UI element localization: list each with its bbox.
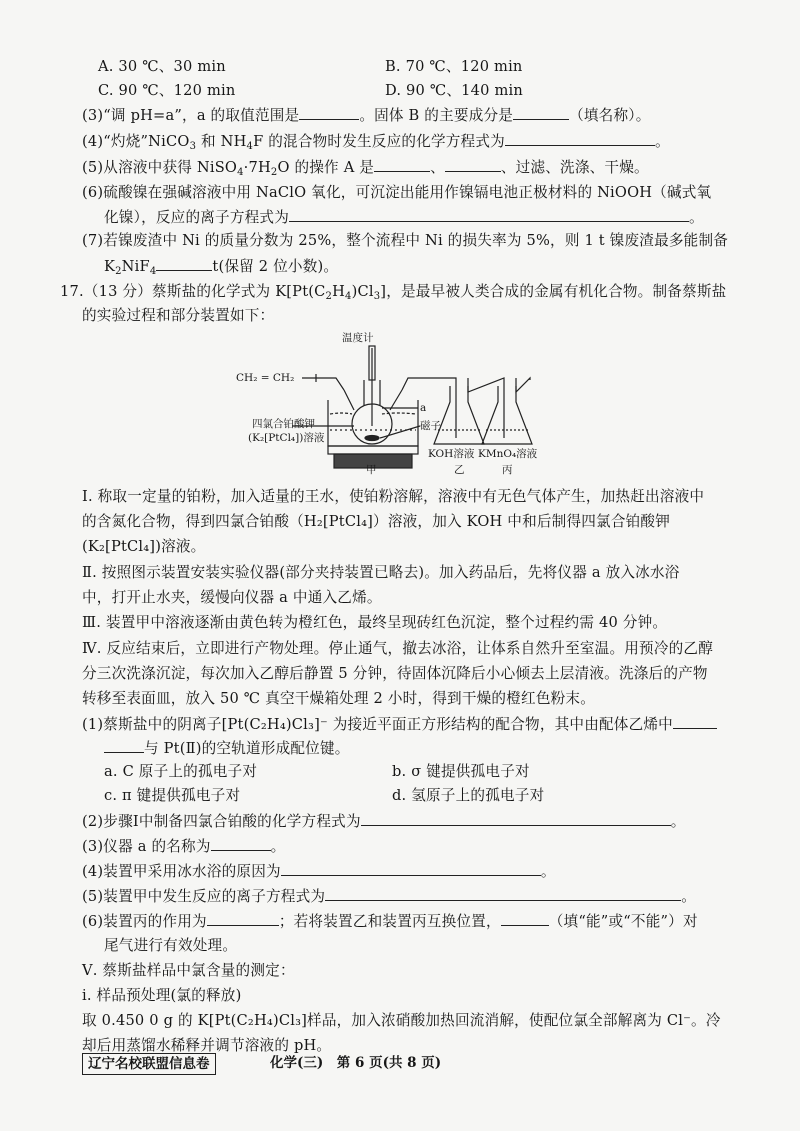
q16-part4: (4)“灼烧”NiCO$_3$ 和 $NH_4F$ 的混合物时发生反应的化学方程式为 。 bbox=[82, 133, 670, 152]
option-c: C. 90 ℃、120 min bbox=[98, 82, 236, 99]
q16-part7-line1: (7)若镍废渣中 Ni 的质量分数为 25%，整个流程中 Ni 的损失率为 5%，则 1 t 镍废渣最多能制备 bbox=[82, 232, 729, 249]
q16-part5: (5)从溶液中获得 $NiSO_4\cdot 7H_2O$ 的操作 A 是 、 、过滤、洗涤、干燥。 bbox=[82, 159, 649, 178]
step3-line: Ⅲ. 装置甲中溶液逐渐由黄色转为橙红色，最终呈现砖红色沉淀，整个过程约需 40 分钟。 bbox=[82, 614, 668, 631]
footer-page-info: 化学(三) 第 6 页(共 8 页) bbox=[270, 1055, 442, 1071]
reagent-label-2: (K₂[PtCl₄])溶液 bbox=[248, 432, 325, 444]
koh-label: KOH溶液 bbox=[428, 448, 475, 460]
option-a: A. 30 ℃、30 min bbox=[98, 58, 226, 75]
q17-heading-2: 的实验过程和部分装置如下： bbox=[82, 307, 275, 324]
q17-part3: (3)仪器 a 的名称为 。 bbox=[82, 838, 286, 855]
q16-part6-line2: 化镍），反应的离子方程式为 。 bbox=[104, 209, 704, 226]
q17-part4: (4)装置甲采用冰水浴的原因为 。 bbox=[82, 863, 556, 880]
label-a: a bbox=[420, 402, 427, 414]
q17-part6-line1: (6)装置丙的作用为 ；若将装置乙和装置丙互换位置， （填“能”或“不能”）对 bbox=[82, 913, 698, 930]
label-yi: 乙 bbox=[454, 464, 465, 476]
step1-line1: Ⅰ. 称取一定量的铂粉，加入适量的王水，使铂粉溶解，溶液中有无色气体产生，加热赶出溶液中 bbox=[82, 488, 705, 505]
q16-part7-line2: $K_2NiF_4$ t(保留 2 位小数)。 bbox=[104, 258, 339, 277]
step4-line2: 分三次洗涤沉淀，每次加入乙醇后静置 5 分钟，待固体沉降后小心倾去上层清液。洗涤后的产物 bbox=[82, 665, 708, 682]
q17-option-c: c. π 键提供孤电子对 bbox=[104, 787, 241, 804]
q17-part5: (5)装置甲中发生反应的离子方程式为 。 bbox=[82, 888, 696, 905]
reagent-label-1: 四氯合铂酸钾 bbox=[252, 418, 315, 430]
footer-league-name: 辽宁名校联盟信息卷 bbox=[82, 1053, 216, 1075]
option-d: D. 90 ℃、140 min bbox=[385, 82, 523, 99]
step1-line2: 的含氮化合物，得到四氯合铂酸（H₂[PtCl₄]）溶液，加入 KOH 中和后制得四氯合铂酸钾 bbox=[82, 513, 671, 530]
q17-part6-line2: 尾气进行有效处理。 bbox=[104, 937, 238, 954]
label-jia: 甲 bbox=[366, 464, 377, 476]
kmno4-label: KMnO₄溶液 bbox=[478, 448, 538, 460]
stirrer-label: 磁子 bbox=[420, 420, 441, 432]
q17-option-a: a. C 原子上的孤电子对 bbox=[104, 763, 258, 780]
step4-line3: 转移至表面皿，放入 50 ℃ 真空干燥箱处理 2 小时，得到干燥的橙红色粉末。 bbox=[82, 690, 595, 707]
section5-subtitle: ⅰ. 样品预处理(氯的释放) bbox=[82, 987, 242, 1004]
q16-part3: (3)“调 pH=a”，a 的取值范围是 。固体 B 的主要成分是 （填名称）。 bbox=[82, 107, 651, 124]
label-bing: 丙 bbox=[502, 464, 513, 476]
section5-title: Ⅴ. 蔡斯盐样品中氯含量的测定： bbox=[82, 962, 295, 979]
q17-part1-line2: 与 Pt(Ⅱ)的空轨道形成配位键。 bbox=[104, 738, 350, 759]
option-b: B. 70 ℃、120 min bbox=[385, 58, 523, 75]
q16-part6-line1: (6)硫酸镍在强碱溶液中用 NaClO 氧化，可沉淀出能用作镍镉电池正极材料的 NiOOH（碱式氧 bbox=[82, 184, 712, 201]
apparatus-diagram bbox=[232, 330, 572, 480]
step2-line2: 中，打开止水夹，缓慢向仪器 a 中通入乙烯。 bbox=[82, 589, 382, 606]
q17-part2: (2)步骤Ⅰ中制备四氯合铂酸的化学方程式为 。 bbox=[82, 813, 686, 830]
section5-line2: 却后用蒸馏水稀释并调节溶液的 pH。 bbox=[82, 1037, 332, 1054]
q17-option-d: d. 氢原子上的孤电子对 bbox=[392, 787, 545, 804]
q17-option-b: b. σ 键提供孤电子对 bbox=[392, 763, 530, 780]
thermometer-label: 温度计 bbox=[342, 332, 374, 344]
step4-line1: Ⅳ. 反应结束后，立即进行产物处理。停止通气，撤去冰浴，让体系自然升至室温。用预冷的乙醇 bbox=[82, 640, 714, 657]
step1-line3: (K₂[PtCl₄])溶液。 bbox=[82, 538, 206, 555]
section5-line1: 取 0.450 0 g 的 K[Pt(C₂H₄)Cl₃]样品，加入浓硝酸加热回流消解，使配位氯全部解离为 Cl⁻。冷 bbox=[82, 1012, 721, 1029]
q17-part1-line1: (1)蔡斯盐中的阴离子[Pt(C₂H₄)Cl₃]⁻ 为接近平面正方形结构的配合物，其中由配体乙烯中 bbox=[82, 714, 717, 735]
step2-line1: Ⅱ. 按照图示装置安装实验仪器(部分夹持装置已略去)。加入药品后，先将仪器 a 放入冰水浴 bbox=[82, 564, 680, 581]
ethylene-label: CH₂ = CH₂ bbox=[236, 372, 295, 384]
q17-heading: 17.（13 分）蔡斯盐的化学式为 $K[Pt(C_2H_4)Cl_3]$，是最早被人类合成的金属有机化合物。制备蔡斯盐 bbox=[60, 283, 727, 302]
